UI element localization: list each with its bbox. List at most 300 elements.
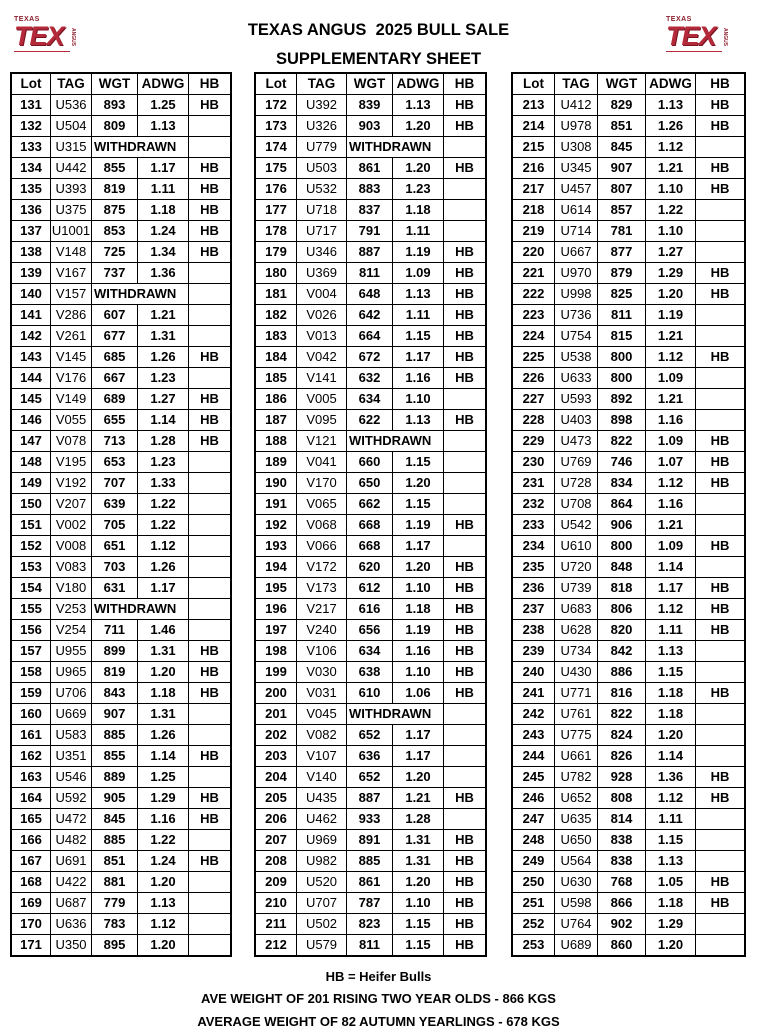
table-row xyxy=(12,179,231,200)
tag-cell: U435 xyxy=(297,788,347,809)
table-row xyxy=(513,410,745,431)
tag-cell: U683 xyxy=(555,599,598,620)
weight-cell: 906 xyxy=(598,515,646,536)
table-row xyxy=(256,515,486,536)
weight-cell: 898 xyxy=(598,410,646,431)
weight-cell: 652 xyxy=(347,767,393,788)
hb-cell: HB xyxy=(189,242,231,263)
tag-cell: U982 xyxy=(297,851,347,872)
lot-cell: 231 xyxy=(513,473,555,494)
adwg-cell: 1.11 xyxy=(646,809,696,830)
weight-cell: 651 xyxy=(92,536,138,557)
lot-cell: 139 xyxy=(12,263,51,284)
hb-cell: HB xyxy=(444,326,486,347)
adwg-cell: 1.09 xyxy=(393,263,444,284)
adwg-cell: 1.19 xyxy=(646,305,696,326)
weight-cell: 823 xyxy=(347,914,393,935)
hb-cell xyxy=(696,746,745,767)
tag-cell: U734 xyxy=(555,641,598,662)
table-row xyxy=(513,221,745,242)
table-row xyxy=(513,557,745,578)
lot-cell: 154 xyxy=(12,578,51,599)
hb-cell: HB xyxy=(444,893,486,914)
tag-cell: U764 xyxy=(555,914,598,935)
lot-cell: 244 xyxy=(513,746,555,767)
lot-cell: 144 xyxy=(12,368,51,389)
tag-cell: V180 xyxy=(51,578,92,599)
table-row xyxy=(12,368,231,389)
tag-cell: U472 xyxy=(51,809,92,830)
adwg-cell: 1.33 xyxy=(138,473,189,494)
hb-cell: HB xyxy=(189,662,231,683)
lot-header: Lot xyxy=(513,74,555,95)
weight-cell: 885 xyxy=(92,725,138,746)
adwg-cell: 1.20 xyxy=(393,872,444,893)
adwg-cell: 1.15 xyxy=(393,494,444,515)
lot-cell: 140 xyxy=(12,284,51,305)
hb-cell: HB xyxy=(696,284,745,305)
table-row xyxy=(513,431,745,452)
adwg-cell: 1.19 xyxy=(393,242,444,263)
adwg-cell: 1.10 xyxy=(646,221,696,242)
hb-cell xyxy=(189,557,231,578)
lot-cell: 226 xyxy=(513,368,555,389)
table-row xyxy=(256,200,486,221)
tag-cell: U610 xyxy=(555,536,598,557)
weight-cell: 818 xyxy=(598,578,646,599)
weight-cell: 907 xyxy=(92,704,138,725)
adwg-cell: 1.13 xyxy=(646,95,696,116)
tag-cell: U503 xyxy=(297,158,347,179)
table-row xyxy=(12,410,231,431)
tag-cell: V240 xyxy=(297,620,347,641)
lot-cell: 141 xyxy=(12,305,51,326)
hb-cell xyxy=(696,305,745,326)
adwg-cell: 1.13 xyxy=(393,410,444,431)
table-row xyxy=(256,683,486,704)
hb-cell xyxy=(444,137,486,158)
tag-cell: V172 xyxy=(297,557,347,578)
table-row xyxy=(12,872,231,893)
tag-cell: U717 xyxy=(297,221,347,242)
table-row xyxy=(513,263,745,284)
weight-cell: 737 xyxy=(92,263,138,284)
weight-cell: 814 xyxy=(598,809,646,830)
table-row xyxy=(513,242,745,263)
tag-cell: U708 xyxy=(555,494,598,515)
hb-cell xyxy=(696,704,745,725)
weight-cell: 845 xyxy=(92,809,138,830)
hb-cell: HB xyxy=(444,599,486,620)
weight-cell: 634 xyxy=(347,641,393,662)
tag-cell: U714 xyxy=(555,221,598,242)
tag-cell: V121 xyxy=(297,431,347,452)
weight-cell: 860 xyxy=(598,935,646,956)
hb-cell xyxy=(696,326,745,347)
lot-cell: 239 xyxy=(513,641,555,662)
lot-cell: 138 xyxy=(12,242,51,263)
tag-cell: V176 xyxy=(51,368,92,389)
adwg-cell: 1.20 xyxy=(393,557,444,578)
weight-cell: 787 xyxy=(347,893,393,914)
adwg-cell: 1.22 xyxy=(646,200,696,221)
hb-cell: HB xyxy=(189,221,231,242)
adwg-cell: 1.13 xyxy=(646,851,696,872)
adwg-cell: 1.20 xyxy=(138,935,189,956)
table-row xyxy=(513,515,745,536)
weight-cell: 672 xyxy=(347,347,393,368)
tag-cell: U775 xyxy=(555,725,598,746)
lot-cell: 190 xyxy=(256,473,297,494)
lot-cell: 170 xyxy=(12,914,51,935)
table-row xyxy=(513,116,745,137)
adwg-cell: 1.20 xyxy=(646,935,696,956)
table-row xyxy=(256,914,486,935)
adwg-cell: 1.26 xyxy=(138,557,189,578)
withdrawn-cell: WITHDRAWN xyxy=(92,599,189,620)
tag-cell: U689 xyxy=(555,935,598,956)
adwg-cell: 1.17 xyxy=(646,578,696,599)
adwg-cell: 1.17 xyxy=(138,578,189,599)
hb-cell xyxy=(444,809,486,830)
table-header-row xyxy=(513,74,745,95)
hb-cell xyxy=(444,389,486,410)
average-weight-autumn-yearlings: AVERAGE WEIGHT OF 82 AUTUMN YEARLINGS - 678 KGS xyxy=(197,1014,560,1029)
table-row xyxy=(256,935,486,956)
lot-cell: 212 xyxy=(256,935,297,956)
table-row xyxy=(256,872,486,893)
tag-cell: U630 xyxy=(555,872,598,893)
hb-cell xyxy=(444,452,486,473)
hb-cell xyxy=(444,767,486,788)
table-row xyxy=(513,851,745,872)
weight-cell: 746 xyxy=(598,452,646,473)
table-row xyxy=(12,851,231,872)
table-row xyxy=(256,242,486,263)
table-row xyxy=(256,809,486,830)
page-subtitle: SUPPLEMENTARY SHEET xyxy=(275,50,482,68)
tag-cell: U718 xyxy=(297,200,347,221)
tag-cell: V106 xyxy=(297,641,347,662)
table-row xyxy=(12,515,231,536)
table-row xyxy=(12,326,231,347)
lot-cell: 182 xyxy=(256,305,297,326)
tag-cell: U532 xyxy=(297,179,347,200)
lot-header: Lot xyxy=(12,74,51,95)
adwg-cell: 1.16 xyxy=(646,410,696,431)
weight-cell: 837 xyxy=(347,200,393,221)
adwg-cell: 1.26 xyxy=(646,116,696,137)
lot-cell: 210 xyxy=(256,893,297,914)
hb-cell: HB xyxy=(444,935,486,956)
tag-cell: U970 xyxy=(555,263,598,284)
tag-cell: V286 xyxy=(51,305,92,326)
tag-cell: V167 xyxy=(51,263,92,284)
table-row xyxy=(256,368,486,389)
lot-cell: 214 xyxy=(513,116,555,137)
tag-cell: V140 xyxy=(297,767,347,788)
weight-cell: 807 xyxy=(598,179,646,200)
hb-cell xyxy=(189,767,231,788)
table-row xyxy=(256,494,486,515)
table-row xyxy=(256,746,486,767)
hb-cell xyxy=(189,305,231,326)
lot-cell: 201 xyxy=(256,704,297,725)
weight-cell: 711 xyxy=(92,620,138,641)
hb-cell: HB xyxy=(444,914,486,935)
table-row xyxy=(256,641,486,662)
lot-cell: 204 xyxy=(256,767,297,788)
weight-cell: 851 xyxy=(92,851,138,872)
lot-cell: 168 xyxy=(12,872,51,893)
lot-cell: 167 xyxy=(12,851,51,872)
table-row xyxy=(513,158,745,179)
adwg-cell: 1.23 xyxy=(138,452,189,473)
weight-cell: 642 xyxy=(347,305,393,326)
hb-cell: HB xyxy=(444,620,486,641)
hb-cell xyxy=(444,746,486,767)
weight-cell: 857 xyxy=(598,200,646,221)
tag-cell: U706 xyxy=(51,683,92,704)
table-row xyxy=(12,893,231,914)
hb-cell xyxy=(696,851,745,872)
weight-cell: 806 xyxy=(598,599,646,620)
lot-cell: 152 xyxy=(12,536,51,557)
hb-cell xyxy=(696,914,745,935)
weight-cell: 853 xyxy=(92,221,138,242)
adwg-cell: 1.31 xyxy=(393,830,444,851)
adwg-cell: 1.14 xyxy=(138,746,189,767)
table-row xyxy=(256,704,486,725)
hb-cell xyxy=(189,914,231,935)
tag-cell: U635 xyxy=(555,809,598,830)
table-row xyxy=(513,809,745,830)
weight-cell: 887 xyxy=(347,242,393,263)
tag-cell: U593 xyxy=(555,389,598,410)
lot-cell: 225 xyxy=(513,347,555,368)
adwg-cell: 1.18 xyxy=(646,683,696,704)
tag-cell: V031 xyxy=(297,683,347,704)
hb-cell xyxy=(189,284,231,305)
lot-cell: 174 xyxy=(256,137,297,158)
table-row xyxy=(513,599,745,620)
lot-cell: 241 xyxy=(513,683,555,704)
adwg-cell: 1.34 xyxy=(138,242,189,263)
lot-cell: 215 xyxy=(513,137,555,158)
tag-cell: U720 xyxy=(555,557,598,578)
tag-cell: V207 xyxy=(51,494,92,515)
hb-cell xyxy=(696,137,745,158)
lot-cell: 220 xyxy=(513,242,555,263)
weight-cell: 820 xyxy=(598,620,646,641)
table-row xyxy=(513,137,745,158)
lot-cell: 163 xyxy=(12,767,51,788)
lot-cell: 200 xyxy=(256,683,297,704)
weight-cell: 883 xyxy=(347,179,393,200)
adwg-cell: 1.18 xyxy=(646,893,696,914)
hb-cell: HB xyxy=(189,410,231,431)
weight-cell: 650 xyxy=(347,473,393,494)
table-row xyxy=(12,305,231,326)
lot-cell: 203 xyxy=(256,746,297,767)
weight-cell: 664 xyxy=(347,326,393,347)
table-row xyxy=(513,368,745,389)
tag-cell: V082 xyxy=(297,725,347,746)
hb-cell xyxy=(696,830,745,851)
hb-cell xyxy=(189,452,231,473)
tag-cell: V107 xyxy=(297,746,347,767)
weight-cell: 891 xyxy=(347,830,393,851)
lot-cell: 186 xyxy=(256,389,297,410)
lot-cell: 222 xyxy=(513,284,555,305)
tag-cell: V217 xyxy=(297,599,347,620)
hb-legend: HB = Heifer Bulls xyxy=(325,969,432,984)
adwg-cell: 1.29 xyxy=(138,788,189,809)
hb-cell xyxy=(696,200,745,221)
weight-cell: 815 xyxy=(598,326,646,347)
hb-cell: HB xyxy=(189,641,231,662)
table-row xyxy=(256,431,486,452)
lot-cell: 161 xyxy=(12,725,51,746)
weight-cell: 822 xyxy=(598,431,646,452)
hb-cell xyxy=(696,242,745,263)
lot-cell: 240 xyxy=(513,662,555,683)
hb-cell: HB xyxy=(189,683,231,704)
table-row xyxy=(513,200,745,221)
hb-cell: HB xyxy=(444,641,486,662)
weight-cell: 791 xyxy=(347,221,393,242)
adwg-cell: 1.10 xyxy=(393,578,444,599)
weight-cell: 800 xyxy=(598,536,646,557)
weight-cell: 800 xyxy=(598,347,646,368)
hb-cell xyxy=(444,179,486,200)
weight-cell: 826 xyxy=(598,746,646,767)
weight-cell: 877 xyxy=(598,242,646,263)
tag-cell: V008 xyxy=(51,536,92,557)
tag-cell: U369 xyxy=(297,263,347,284)
adwg-cell: 1.10 xyxy=(646,179,696,200)
weight-cell: 843 xyxy=(92,683,138,704)
weight-cell: 851 xyxy=(598,116,646,137)
hb-cell: HB xyxy=(696,347,745,368)
hb-cell xyxy=(189,620,231,641)
tag-cell: V261 xyxy=(51,326,92,347)
adwg-cell: 1.11 xyxy=(393,305,444,326)
tag-cell: V002 xyxy=(51,515,92,536)
table-row xyxy=(12,116,231,137)
lot-cell: 133 xyxy=(12,137,51,158)
adwg-cell: 1.18 xyxy=(646,704,696,725)
tag-cell: U782 xyxy=(555,767,598,788)
hb-cell xyxy=(189,578,231,599)
table-row xyxy=(256,410,486,431)
adwg-cell: 1.12 xyxy=(646,599,696,620)
adwg-cell: 1.20 xyxy=(393,116,444,137)
adwg-cell: 1.19 xyxy=(393,620,444,641)
adwg-cell: 1.20 xyxy=(138,872,189,893)
adwg-cell: 1.20 xyxy=(138,662,189,683)
tag-cell: U351 xyxy=(51,746,92,767)
adwg-cell: 1.10 xyxy=(393,893,444,914)
lot-cell: 191 xyxy=(256,494,297,515)
adwg-cell: 1.13 xyxy=(393,284,444,305)
tag-cell: U520 xyxy=(297,872,347,893)
hb-cell: HB xyxy=(444,242,486,263)
lot-cell: 249 xyxy=(513,851,555,872)
lot-cell: 207 xyxy=(256,830,297,851)
weight-cell: 662 xyxy=(347,494,393,515)
hb-cell xyxy=(696,515,745,536)
lot-cell: 135 xyxy=(12,179,51,200)
adwg-cell: 1.05 xyxy=(646,872,696,893)
table-row xyxy=(513,683,745,704)
adwg-cell: 1.17 xyxy=(138,158,189,179)
hb-cell: HB xyxy=(696,116,745,137)
lot-cell: 155 xyxy=(12,599,51,620)
weight-cell: 713 xyxy=(92,431,138,452)
adwg-cell: 1.12 xyxy=(138,536,189,557)
weight-cell: 689 xyxy=(92,389,138,410)
lot-header: Lot xyxy=(256,74,297,95)
table-row xyxy=(256,599,486,620)
weight-cell: 800 xyxy=(598,368,646,389)
hb-cell xyxy=(696,389,745,410)
tag-cell: U538 xyxy=(555,347,598,368)
tag-cell: U564 xyxy=(555,851,598,872)
weight-cell: 839 xyxy=(347,95,393,116)
table-row xyxy=(256,578,486,599)
adwg-cell: 1.17 xyxy=(393,746,444,767)
lot-cell: 193 xyxy=(256,536,297,557)
lot-cell: 151 xyxy=(12,515,51,536)
withdrawn-cell: WITHDRAWN xyxy=(92,284,189,305)
lot-cell: 197 xyxy=(256,620,297,641)
table-row xyxy=(12,284,231,305)
lot-cell: 137 xyxy=(12,221,51,242)
weight-cell: 889 xyxy=(92,767,138,788)
weight-cell: 638 xyxy=(347,662,393,683)
tag-header: TAG xyxy=(297,74,347,95)
hb-cell xyxy=(696,494,745,515)
hb-cell xyxy=(444,494,486,515)
lot-cell: 227 xyxy=(513,389,555,410)
table-row xyxy=(12,914,231,935)
hb-cell xyxy=(444,704,486,725)
table-row xyxy=(513,326,745,347)
withdrawn-cell: WITHDRAWN xyxy=(347,704,444,725)
hb-cell: HB xyxy=(444,410,486,431)
hb-cell xyxy=(189,116,231,137)
adwg-cell: 1.31 xyxy=(138,641,189,662)
tag-cell: U422 xyxy=(51,872,92,893)
tag-cell: V005 xyxy=(297,389,347,410)
lot-cell: 230 xyxy=(513,452,555,473)
lot-cell: 173 xyxy=(256,116,297,137)
hb-cell: HB xyxy=(189,179,231,200)
hb-cell xyxy=(189,515,231,536)
lot-cell: 188 xyxy=(256,431,297,452)
lot-cell: 185 xyxy=(256,368,297,389)
table-row xyxy=(256,851,486,872)
tag-cell: U598 xyxy=(555,893,598,914)
lot-cell: 159 xyxy=(12,683,51,704)
adwg-cell: 1.13 xyxy=(393,95,444,116)
tag-cell: U542 xyxy=(555,515,598,536)
table-row xyxy=(12,242,231,263)
table-row xyxy=(513,473,745,494)
adwg-header: ADWG xyxy=(646,74,696,95)
weight-cell: 887 xyxy=(347,788,393,809)
